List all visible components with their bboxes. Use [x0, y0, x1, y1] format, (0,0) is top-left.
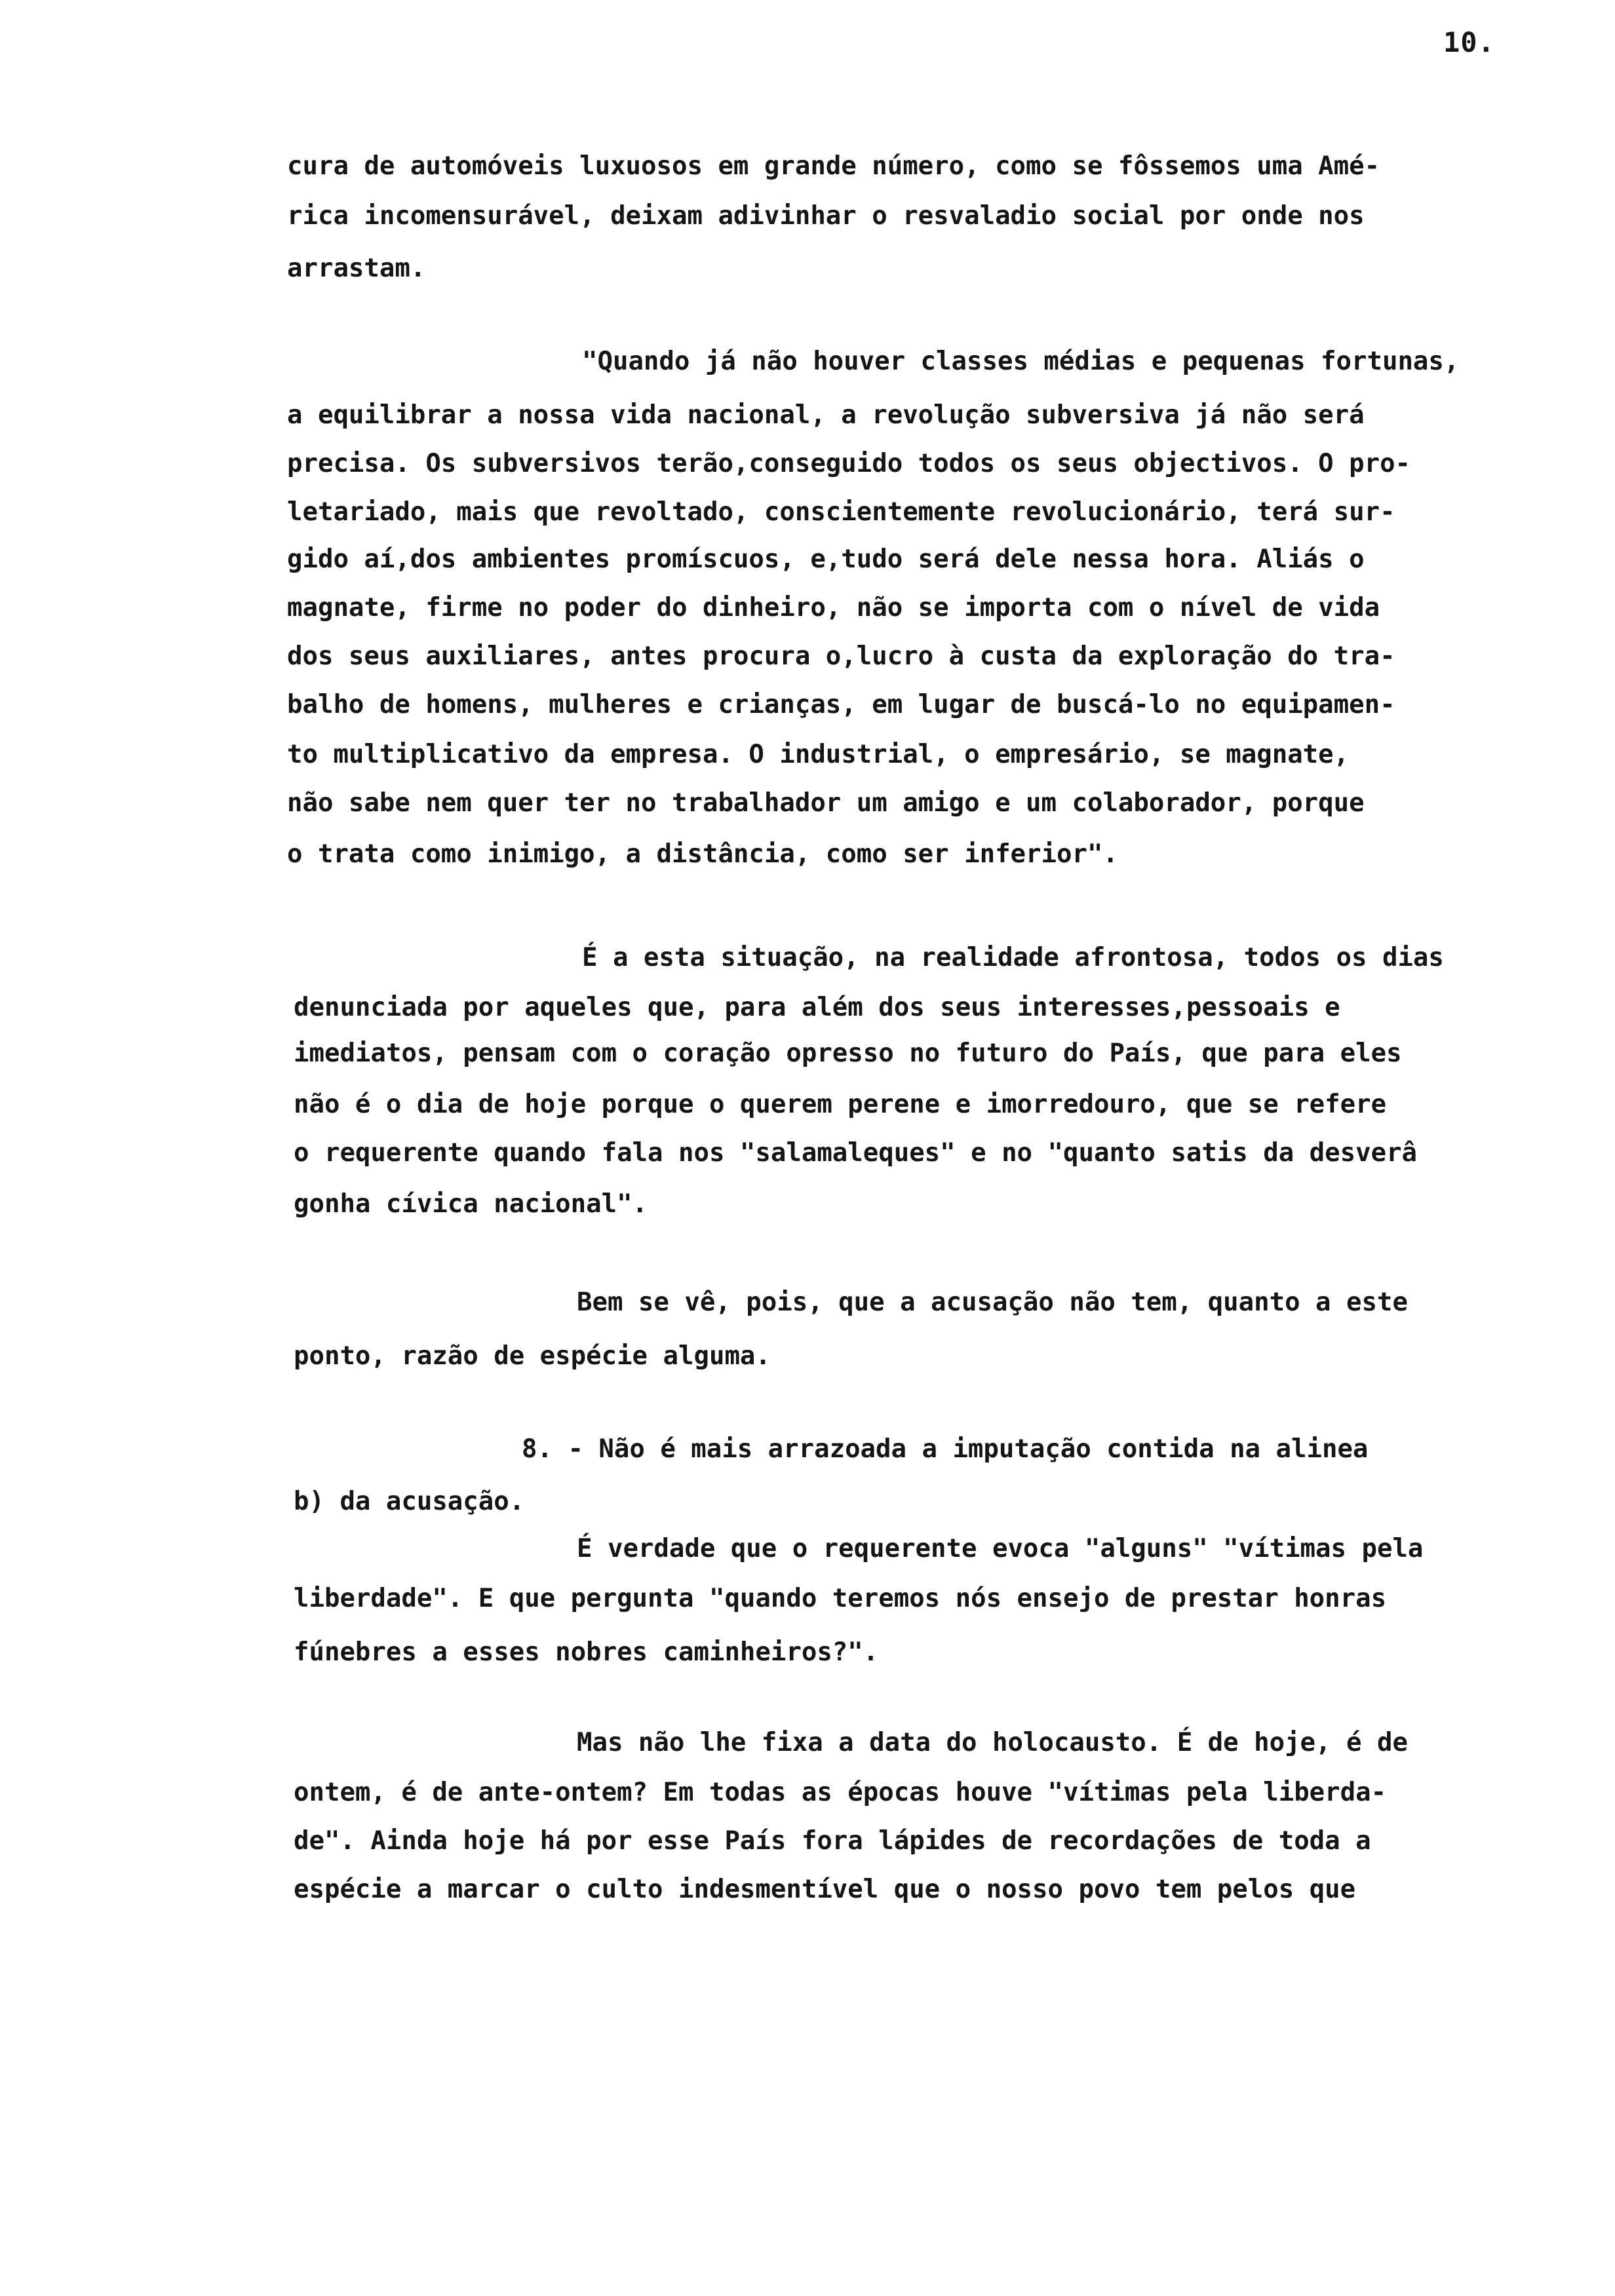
text-line-7: letariado, mais que revoltado, conscientemente revolucionário, terá sur-	[287, 497, 1395, 527]
text-line-17: imediatos, pensam com o coração opresso no futuro do País, que para eles	[294, 1039, 1402, 1068]
text-line-19: o requerente quando fala nos "salamaleques" e no "quanto satis da desverâ	[294, 1138, 1418, 1168]
text-line-1: cura de automóveis luxuosos em grande número, como se fôssemos uma Amé-	[287, 151, 1380, 181]
text-line-28: Mas não lhe fixa a data do holocausto. É de hoje, é de	[577, 1728, 1408, 1757]
text-line-20: gonha cívica nacional".	[294, 1189, 648, 1219]
text-line-24: b) da acusação.	[294, 1487, 525, 1516]
text-line-12: to multiplicativo da empresa. O industrial, o empresário, se magnate,	[287, 740, 1350, 769]
text-line-27: fúnebres a esses nobres caminheiros?".	[294, 1637, 879, 1667]
text-line-2: rica incomensurável, deixam adivinhar o resvaladio social por onde nos	[287, 201, 1365, 231]
text-line-22: ponto, razão de espécie alguma.	[294, 1341, 771, 1371]
text-line-18: não é o dia de hoje porque o querem perene e imorredouro, que se refere	[294, 1090, 1387, 1119]
text-line-16: denunciada por aqueles que, para além dos seus interesses,pessoais e	[294, 993, 1340, 1022]
text-line-23: 8. - Não é mais arrazoada a imputação contida na alinea	[522, 1434, 1369, 1464]
text-line-9: magnate, firme no poder do dinheiro, não se importa com o nível de vida	[287, 593, 1380, 622]
text-line-15: É a esta situação, na realidade afrontosa, todos os dias	[582, 943, 1444, 972]
text-line-13: não sabe nem quer ter no trabalhador um amigo e um colaborador, porque	[287, 788, 1365, 818]
text-line-4: "Quando já não houver classes médias e pequenas fortunas,	[582, 347, 1460, 376]
text-line-29: ontem, é de ante-ontem? Em todas as épocas houve "vítimas pela liberda-	[294, 1778, 1387, 1807]
text-line-8: gido aí,dos ambientes promíscuos, e,tudo será dele nessa hora. Aliás o	[287, 545, 1365, 574]
page-number: 10.	[1443, 26, 1495, 58]
text-line-14: o trata como inimigo, a distância, como ser inferior".	[287, 839, 1118, 869]
text-line-21: Bem se vê, pois, que a acusação não tem, quanto a este	[577, 1288, 1408, 1317]
text-line-31: espécie a marcar o culto indesmentível que o nosso povo tem pelos que	[294, 1875, 1356, 1904]
text-line-26: liberdade". E que pergunta "quando teremos nós ensejo de prestar honras	[294, 1584, 1387, 1613]
text-line-5: a equilibrar a nossa vida nacional, a revolução subversiva já não será	[287, 400, 1365, 430]
text-line-10: dos seus auxiliares, antes procura o,lucro à custa da exploração do tra-	[287, 641, 1395, 671]
text-line-3: arrastam.	[287, 254, 426, 283]
text-line-30: de". Ainda hoje há por esse País fora lápides de recordações de toda a	[294, 1826, 1371, 1856]
text-line-25: É verdade que o requerente evoca "alguns" "vítimas pela	[577, 1534, 1424, 1563]
text-line-11: balho de homens, mulheres e crianças, em lugar de buscá-lo no equipamen-	[287, 690, 1395, 719]
text-line-6: precisa. Os subversivos terão,conseguido todos os seus objectivos. O pro-	[287, 449, 1411, 478]
